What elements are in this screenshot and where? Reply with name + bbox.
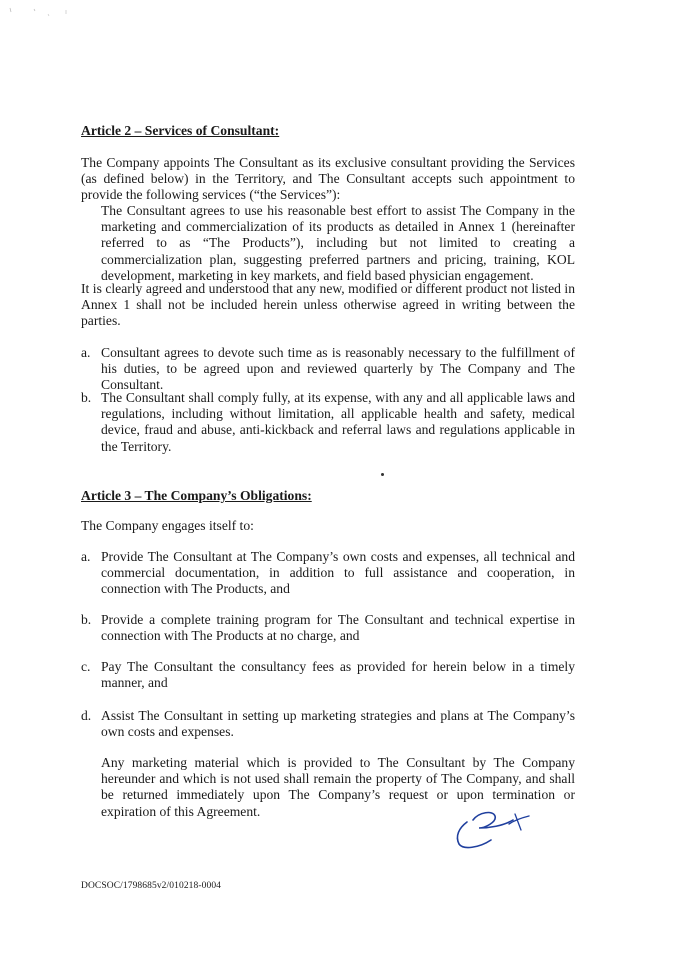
list-item-text: Pay The Consultant the consultancy fees as provided for herein below in a timely manner, and: [101, 659, 575, 691]
article-2-item-a: [81, 345, 575, 394]
list-item-text: Consultant agrees to devote such time as is reasonably necessary to the fulfillment of his duties, to be agreed upon and reviewed quarterly by The Company and The Consultant.: [101, 345, 575, 393]
document-reference-code: DOCSOC/1798685v2/010218-0004: [81, 881, 222, 891]
article-2-intro: The Company appoints The Consultant as its exclusive consultant providing the Services (as defined below) in the Territory, and The Consultant accepts such appointment to provide the following services (“the Services”):: [81, 155, 575, 203]
list-marker: c.: [81, 659, 91, 674]
list-marker: b.: [81, 612, 92, 627]
article-3-item-b: [81, 612, 575, 644]
list-item-text: Provide a complete training program for The Consultant and technical expertise in connection with The Products at no charge, and: [101, 612, 575, 644]
article-2-heading: Article 2 – Services of Consultant:: [81, 123, 280, 138]
article-3-heading: Article 3 – The Company’s Obligations:: [81, 488, 312, 503]
article-3-item-a: [81, 549, 575, 598]
list-marker: a.: [81, 345, 91, 360]
list-item-text: Assist The Consultant in setting up marketing strategies and plans at The Company’s own costs and expenses.: [101, 708, 575, 740]
article-2-item-b: [81, 390, 575, 455]
scan-speck: [381, 473, 384, 476]
list-marker: d.: [81, 708, 92, 723]
list-item-text: Provide The Consultant at The Company’s own costs and expenses, all technical and commercial documentation, in addition to full assistance and cooperation, in connection with The Products, and: [101, 549, 575, 597]
list-marker: a.: [81, 549, 91, 564]
scan-marks: [8, 6, 78, 20]
article-3-item-c: [81, 659, 575, 691]
article-2-services-description: The Consultant agrees to use his reasonable best effort to assist The Company in the marketing and commercialization of its products as detailed in Annex 1 (hereinafter referred to as “The Products”), including but not limited to creating a commercialization plan, suggesting preferred partners and pricing, training, KOL development, marketing in key markets, and field based physician engagement.: [101, 203, 575, 283]
article-2-clarification: It is clearly agreed and understood that any new, modified or different product not listed in Annex 1 shall not be included herein unless otherwise agreed in writing between the parties.: [81, 281, 575, 329]
article-3-item-d: [81, 708, 575, 740]
list-item-text: The Consultant shall comply fully, at its expense, with any and all applicable laws and regulations, including without limitation, all applicable health and safety, medical device, fraud and abuse, anti-kickback and referral laws and regulations applicable in the Territory.: [101, 390, 575, 454]
article-3-closing-clause: Any marketing material which is provided to The Consultant by The Company hereunder and which is not used shall remain the property of The Company, and shall be returned immediately upon The Company’s request or upon termination or expiration of this Agreement.: [101, 755, 575, 819]
list-marker: b.: [81, 390, 92, 405]
signature-initials: [449, 806, 541, 854]
article-3-intro: The Company engages itself to:: [81, 518, 254, 533]
